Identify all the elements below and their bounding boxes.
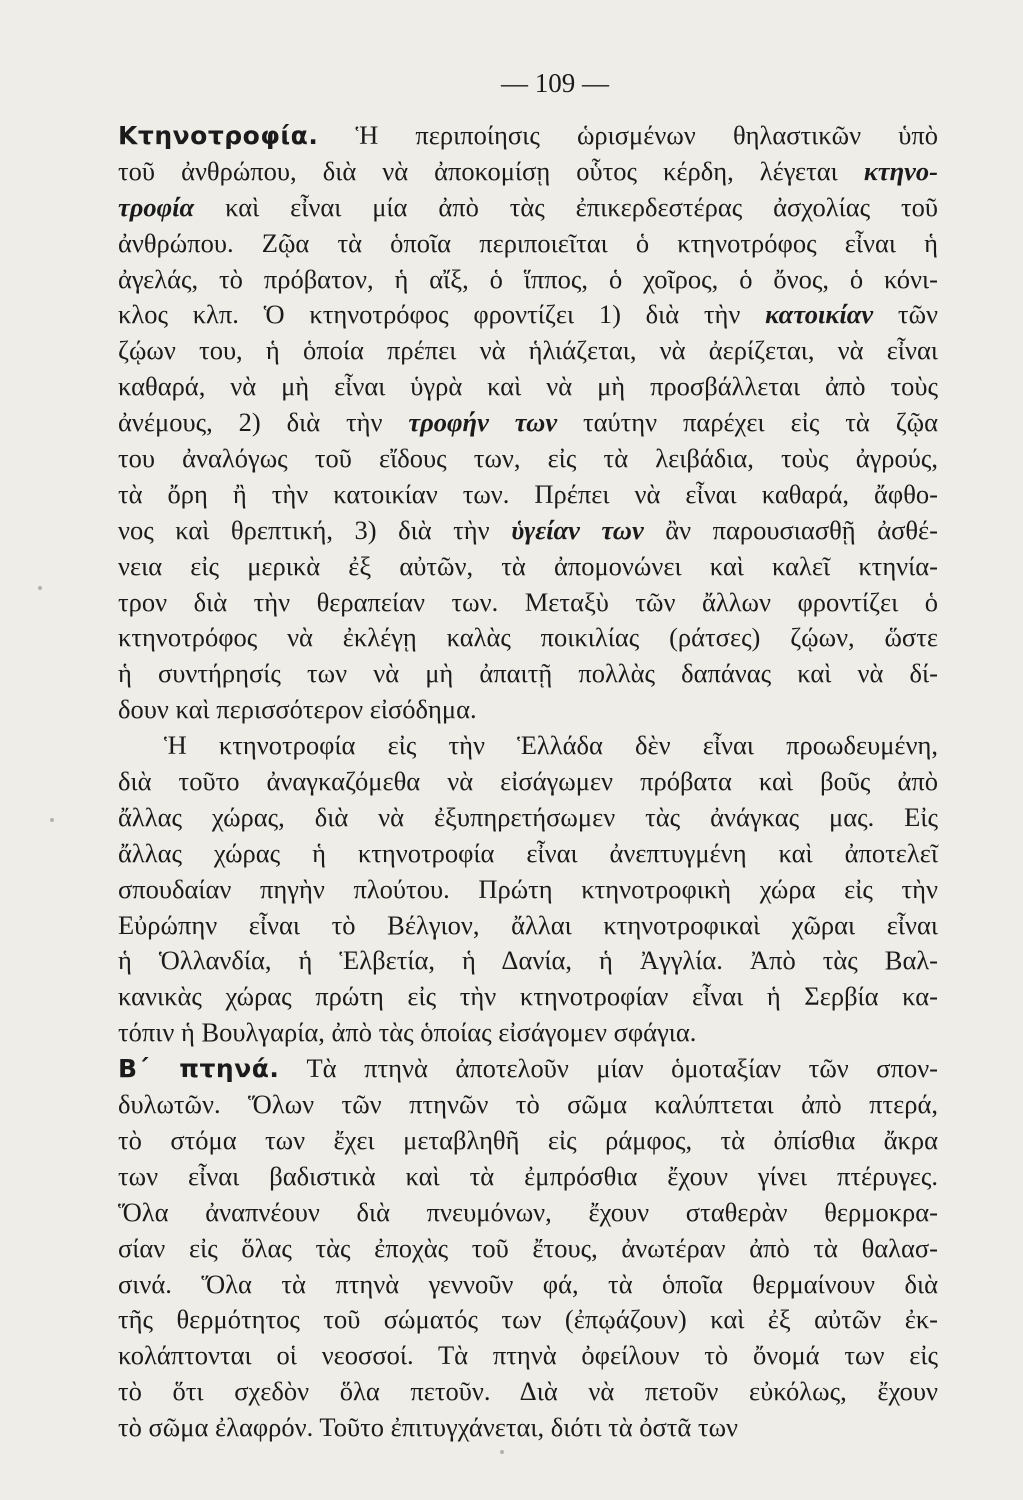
text-run: τοῦ ἀνθρώπου, διὰ νὰ ἀποκομίσῃ οὗτος κέρδη, λέγεται [118, 155, 864, 186]
text-run: τὰ ὄρη ἢ τὴν κατοικίαν των. Πρέπει νὰ εἶναι καθαρά, ἄφθο- [118, 478, 938, 509]
text-run: νος καὶ θρεπτική, 3) διὰ τὴν [118, 514, 512, 545]
text-line [118, 800, 938, 836]
text-run: ἄλλας χώρας ἡ κτηνοτροφία εἶναι ἀνεπτυγμένη καὶ ἀποτελεῖ [118, 837, 938, 868]
text-line [118, 441, 938, 477]
text-line [118, 1338, 938, 1374]
text-run: σίαν εἰς ὅλας τὰς ἐποχὰς τοῦ ἔτους, ἀνωτέραν ἀπὸ τὰ θαλασ- [118, 1232, 938, 1263]
text-line [118, 1051, 938, 1087]
text-line [118, 943, 938, 979]
emphasized-term: τροφήν των [408, 407, 558, 438]
text-line [118, 908, 938, 944]
text-line [118, 872, 938, 908]
text-line [118, 297, 938, 333]
emphasized-term: κτηνο- [863, 155, 938, 186]
text-run: διὰ τοῦτο ἀναγκαζόμεθα νὰ εἰσάγωμεν πρόβατα καὶ βοῦς ἀπὸ [118, 766, 938, 797]
text-line [118, 1410, 938, 1446]
text-line [118, 226, 938, 262]
text-line [118, 154, 938, 190]
text-run: ἀγελάς, τὸ πρόβατον, ἡ αἴξ, ὁ ἵππος, ὁ χοῖρος, ὁ ὄνος, ὁ κόνι- [118, 263, 938, 294]
text-run: Εὐρώπην εἶναι τὸ Βέλγιον, ἄλλαι κτηνοτροφικαὶ χῶραι εἶναι [118, 909, 938, 940]
text-run: τόπιν ἡ Βουλγαρία, ἀπὸ τὰς ὁποίας εἰσάγομεν σφάγια. [118, 1017, 697, 1048]
text-run: Ἡ κτηνοτροφία εἰς τὴν Ἑλλάδα δὲν εἶναι προωδευμένη, [164, 730, 938, 761]
text-line [118, 656, 938, 692]
section-heading: Β΄ πτηνά. [118, 1054, 280, 1084]
text-line [118, 1015, 938, 1051]
text-run: νεια εἰς μερικὰ ἐξ αὐτῶν, τὰ ἀπομονώνει καὶ καλεῖ κτηνία- [118, 550, 938, 581]
text-run: τῶν [873, 299, 938, 330]
body-text [118, 118, 938, 1446]
page-number: — 109 — [501, 68, 609, 98]
text-run: ἀνθρώπου. Ζῷα τὰ ὁποῖα περιποιεῖται ὁ κτηνοτρόφος εἶναι ἡ [118, 227, 938, 258]
text-line [118, 1231, 938, 1267]
emphasized-term: τροφία [118, 191, 195, 222]
text-run: ἄλλας χώρας, διὰ νὰ ἐξυπηρετήσωμεν τὰς ἀνάγκας μας. Εἰς [118, 801, 938, 832]
text-run: ταύτην παρέχει εἰς τὰ ζῷα [557, 407, 938, 438]
text-run: Ὅλα ἀναπνέουν διὰ πνευμόνων, ἔχουν σταθερὰν θερμοκρα- [118, 1196, 938, 1227]
text-line [118, 549, 938, 585]
text-line [118, 1374, 938, 1410]
text-run: κλος κλπ. Ὁ κτηνοτρόφος φροντίζει 1) διὰ τὴν [118, 299, 766, 330]
text-line [118, 585, 938, 621]
text-line [118, 262, 938, 298]
text-run: ἡ συντήρησίς των νὰ μὴ ἀπαιτῇ πολλὰς δαπάνας καὶ νὰ δί- [118, 658, 938, 689]
paper-speck [500, 1450, 504, 1454]
text-line [118, 190, 938, 226]
text-line [118, 1195, 938, 1231]
text-run: Τὰ πτηνὰ ἀποτελοῦν μίαν ὁμοταξίαν τῶν σπον- [279, 1053, 939, 1084]
text-line [118, 979, 938, 1015]
text-run: ἂν παρουσιασθῇ ἀσθέ- [643, 514, 939, 545]
text-line [118, 405, 938, 441]
text-run: καὶ εἶναι μία ἀπὸ τὰς ἐπικερδεστέρας ἀσχολίας τοῦ [194, 191, 938, 222]
text-line [118, 118, 938, 154]
text-line [118, 1087, 938, 1123]
text-line [118, 1267, 938, 1303]
text-run: τὸ στόμα των ἔχει μεταβληθῆ εἰς ράμφος, τὰ ὀπίσθια ἄκρα [118, 1124, 938, 1155]
text-run: ζῴων του, ἡ ὁποία πρέπει νὰ ἡλιάζεται, νὰ ἀερίζεται, νὰ εἶναι [118, 335, 938, 366]
paper-speck [38, 586, 42, 590]
text-line [118, 1302, 938, 1338]
text-line [118, 369, 938, 405]
text-run: τρον διὰ τὴν θεραπείαν των. Μεταξὺ τῶν ἄλλων φροντίζει ὁ [118, 586, 938, 617]
text-line [118, 692, 938, 728]
text-run: τὸ σῶμα ἐλαφρόν. Τοῦτο ἐπιτυγχάνεται, διότι τὰ ὀστᾶ των [118, 1412, 739, 1443]
text-run: καθαρά, νὰ μὴ εἶναι ὑγρὰ καὶ νὰ μὴ προσβάλλεται ἀπὸ τοὺς [118, 371, 938, 402]
text-line [118, 836, 938, 872]
text-line [118, 333, 938, 369]
text-run: κολάπτονται οἱ νεοσσοί. Τὰ πτηνὰ ὀφείλουν τὸ ὄνομά των εἰς [118, 1340, 938, 1371]
text-run: ἡ Ὁλλανδία, ἡ Ἑλβετία, ἡ Δανία, ἡ Ἀγγλία. Ἀπὸ τὰς Βαλ- [118, 945, 938, 976]
text-line [118, 477, 938, 513]
paper-speck [50, 818, 54, 822]
text-run: δυλωτῶν. Ὅλων τῶν πτηνῶν τὸ σῶμα καλύπτεται ἀπὸ πτερά, [118, 1089, 938, 1120]
text-run: σπουδαίαν πηγὴν πλούτου. Πρώτη κτηνοτροφικὴ χώρα εἰς τὴν [118, 873, 938, 904]
text-run: κτηνοτρόφος νὰ ἐκλέγῃ καλὰς ποικιλίας (ράτσες) ζῴων, ὥστε [118, 622, 938, 653]
emphasized-term: κατοικίαν [765, 299, 874, 330]
text-run: των εἶναι βαδιστικὰ καὶ τὰ ἐμπρόσθια ἔχουν γίνει πτέρυγες. [118, 1160, 938, 1191]
text-line [118, 1123, 938, 1159]
text-run: ἀνέμους, 2) διὰ τὴν [118, 407, 409, 438]
text-run: του ἀναλόγως τοῦ εἴδους των, εἰς τὰ λειβάδια, τοὺς ἀγρούς, [118, 443, 938, 474]
text-run: τὸ ὅτι σχεδὸν ὅλα πετοῦν. Διὰ νὰ πετοῦν εὐκόλως, ἔχουν [118, 1376, 938, 1407]
text-run: δουν καὶ περισσότερον εἰσόδημα. [118, 694, 477, 725]
text-line [118, 513, 938, 549]
text-line [118, 1159, 938, 1195]
text-line [118, 764, 938, 800]
text-line [118, 620, 938, 656]
emphasized-term: ὑγείαν των [511, 514, 644, 545]
text-run: σινά. Ὅλα τὰ πτηνὰ γεννοῦν φά, τὰ ὁποῖα θερμαίνουν διὰ [118, 1268, 938, 1299]
text-run: τῆς θερμότητος τοῦ σώματός των (ἐπῳάζουν) καὶ ἐξ αὐτῶν ἐκ- [118, 1304, 938, 1335]
text-line [118, 728, 938, 764]
text-run: κανικὰς χώρας πρώτη εἰς τὴν κτηνοτροφίαν εἶναι ἡ Σερβία κα- [118, 981, 938, 1012]
text-run: Ἡ περιποίησις ὡρισμένων θηλαστικῶν ὑπὸ [318, 120, 938, 150]
section-heading: Κτηνοτροφία. [118, 121, 319, 150]
